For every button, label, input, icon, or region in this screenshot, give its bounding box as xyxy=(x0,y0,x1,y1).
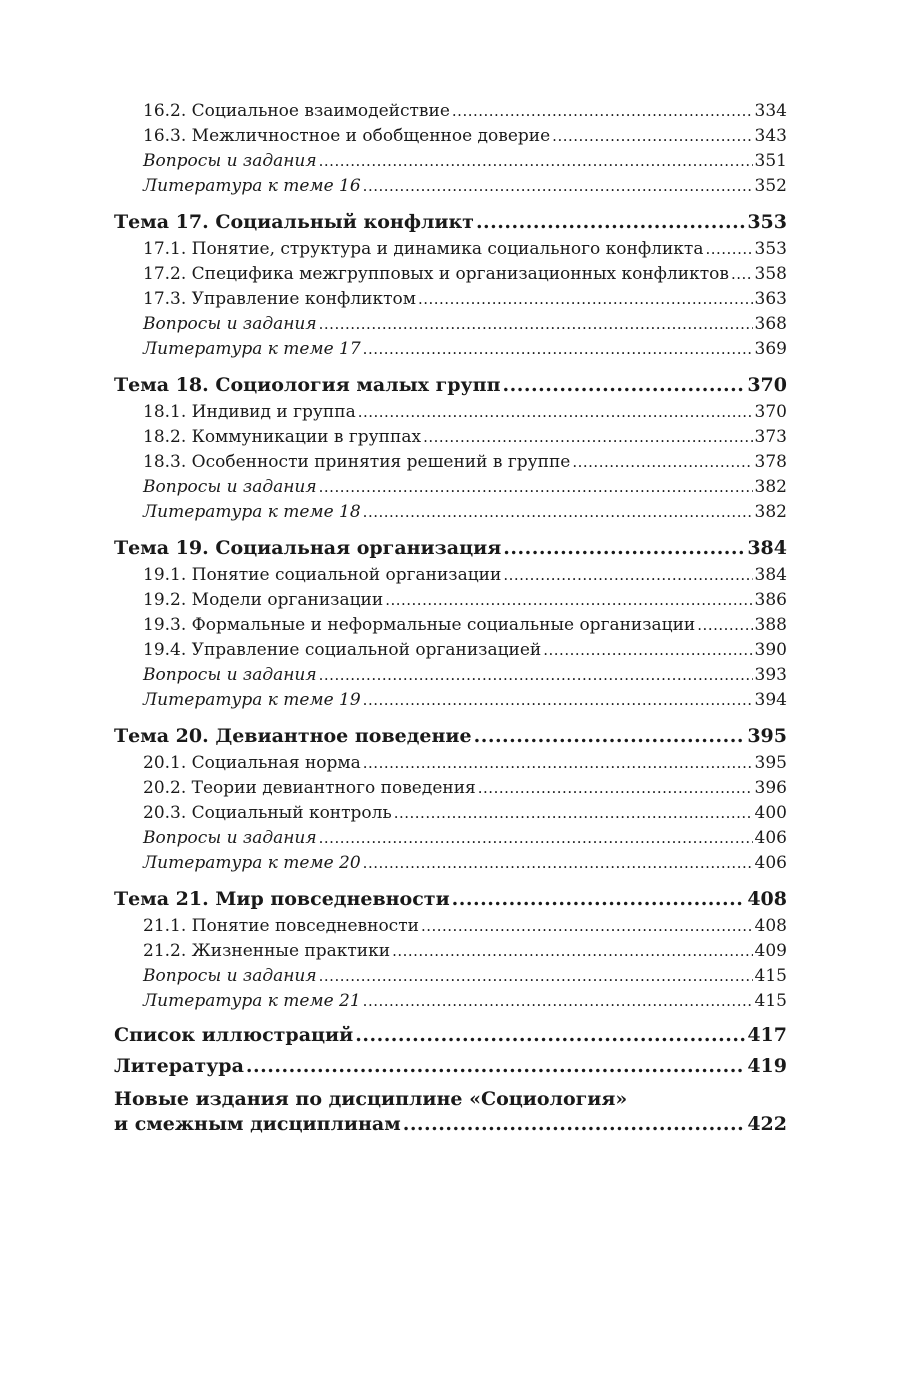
toc-entry-title: Литература к теме 21 xyxy=(143,991,361,1011)
toc-entry-title: Литература к теме 19 xyxy=(143,690,361,710)
toc-page-number: 358 xyxy=(754,264,787,284)
toc-entry-title: 21.1. Понятие повседневности xyxy=(143,916,419,936)
toc-entry-literature-19[interactable] xyxy=(114,688,787,713)
toc-page-number: 353 xyxy=(754,239,787,259)
toc-literature[interactable] xyxy=(114,1054,787,1078)
dot-leader xyxy=(319,826,753,851)
toc-entry-16-3[interactable] xyxy=(114,124,787,149)
dot-leader xyxy=(394,801,753,826)
toc-entry-title: Литература к теме 18 xyxy=(143,502,361,522)
toc-entry-title: Вопросы и задания xyxy=(143,966,317,986)
toc-entry-title: 17.1. Понятие, структура и динамика социального конфликта xyxy=(143,239,704,259)
toc-entry-19-4[interactable] xyxy=(114,638,787,663)
dot-leader xyxy=(355,1023,745,1047)
dot-leader xyxy=(418,287,753,312)
dot-leader xyxy=(319,964,753,989)
dot-leader xyxy=(392,939,752,964)
toc-entry-literature-17[interactable] xyxy=(114,337,787,362)
dot-leader xyxy=(363,688,753,713)
dot-leader xyxy=(363,337,753,362)
toc-entry-title: 19.3. Формальные и неформальные социальные организации xyxy=(143,615,696,635)
toc-page-number: 370 xyxy=(747,374,787,396)
toc-entry-17-3[interactable] xyxy=(114,287,787,312)
toc-topic-18[interactable] xyxy=(114,373,787,397)
dot-leader xyxy=(403,1112,746,1137)
dot-leader xyxy=(705,237,752,262)
dot-leader xyxy=(543,638,752,663)
toc-page-number: 395 xyxy=(754,753,787,773)
toc-topic-title: Тема 19. Социальная организация xyxy=(114,537,502,559)
toc-entry-title: 19.2. Модели организации xyxy=(143,590,384,610)
toc-entry-questions-20[interactable] xyxy=(114,826,787,851)
dot-leader xyxy=(474,724,746,748)
toc-illustrations[interactable] xyxy=(114,1023,787,1047)
toc-entry-questions-18[interactable] xyxy=(114,475,787,500)
toc-entry-title: 20.3. Социальный контроль xyxy=(143,803,392,823)
toc-page-number: 369 xyxy=(754,339,787,359)
toc-topic-20[interactable] xyxy=(114,724,787,748)
toc-topic-title: Тема 20. Девиантное поведение xyxy=(114,725,472,747)
toc-entry-title: 20.1. Социальная норма xyxy=(143,753,361,773)
toc-entry-20-2[interactable] xyxy=(114,776,787,801)
dot-leader xyxy=(421,914,753,939)
toc-entry-title: 16.2. Социальное взаимодействие xyxy=(143,101,450,121)
toc-topic-title: Тема 17. Социальный конфликт xyxy=(114,211,474,233)
dot-leader xyxy=(423,425,752,450)
toc-entry-title: 21.2. Жизненные практики xyxy=(143,941,391,961)
toc-entry-20-3[interactable] xyxy=(114,801,787,826)
dot-leader xyxy=(478,776,753,801)
toc-page-number: 334 xyxy=(754,101,787,121)
toc-page-number: 382 xyxy=(754,502,787,522)
toc-entry-title: 17.2. Специфика межгрупповых и организационных конфликтов xyxy=(143,264,729,284)
toc-entry-20-1[interactable] xyxy=(114,751,787,776)
dot-leader xyxy=(319,149,753,174)
toc-page-number: 408 xyxy=(747,888,787,910)
toc-entry-title: 16.3. Межличностное и обобщенное доверие xyxy=(143,126,551,146)
toc-page-number: 384 xyxy=(754,565,787,585)
table-of-contents xyxy=(114,99,787,1137)
toc-entry-title: Литература к теме 20 xyxy=(143,853,361,873)
dot-leader xyxy=(476,210,745,234)
toc-page-number: 415 xyxy=(754,966,787,986)
toc-page-number: 384 xyxy=(747,537,787,559)
toc-page-number: 394 xyxy=(754,690,787,710)
toc-page-number: 393 xyxy=(754,665,787,685)
toc-entry-19-2[interactable] xyxy=(114,588,787,613)
toc-entry-21-2[interactable] xyxy=(114,939,787,964)
dot-leader xyxy=(503,373,746,397)
dot-leader xyxy=(363,500,753,525)
toc-topic-title-line2-row xyxy=(114,1112,787,1137)
toc-entry-title: Литература к теме 17 xyxy=(143,339,361,359)
toc-page-number: 409 xyxy=(754,941,787,961)
toc-topic-title-line1: Новые издания по дисциплине «Социология» xyxy=(114,1088,628,1110)
toc-page-number: 382 xyxy=(754,477,787,497)
toc-entry-21-1[interactable] xyxy=(114,914,787,939)
dot-leader xyxy=(246,1054,745,1078)
dot-leader xyxy=(319,663,753,688)
toc-page-number: 406 xyxy=(754,828,787,848)
toc-page-number: 386 xyxy=(754,590,787,610)
toc-topic-title: Тема 18. Социология малых групп xyxy=(114,374,501,396)
toc-page-number: 408 xyxy=(754,916,787,936)
toc-page-number: 351 xyxy=(754,151,787,171)
dot-leader xyxy=(363,174,753,199)
toc-page-number: 400 xyxy=(754,803,787,823)
toc-topic-title: Литература xyxy=(114,1055,244,1077)
toc-topic-title: Тема 21. Мир повседневности xyxy=(114,888,450,910)
toc-entry-18-2[interactable] xyxy=(114,425,787,450)
dot-leader xyxy=(363,989,753,1014)
dot-leader xyxy=(363,851,753,876)
toc-entry-17-1[interactable] xyxy=(114,237,787,262)
toc-entry-title: Вопросы и задания xyxy=(143,665,317,685)
toc-entry-title: 19.4. Управление социальной организацией xyxy=(143,640,542,660)
toc-page-number: 415 xyxy=(754,991,787,1011)
toc-entry-title: 18.2. Коммуникации в группах xyxy=(143,427,422,447)
toc-page-number: 363 xyxy=(754,289,787,309)
toc-entry-title: 19.1. Понятие социальной организации xyxy=(143,565,502,585)
toc-entry-18-1[interactable] xyxy=(114,400,787,425)
toc-entry-title: 18.3. Особенности принятия решений в группе xyxy=(143,452,571,472)
toc-entry-questions-16[interactable] xyxy=(114,149,787,174)
toc-page-number: 388 xyxy=(754,615,787,635)
toc-topic-title-line2: и смежным дисциплинам xyxy=(114,1113,401,1135)
toc-entry-16-2[interactable] xyxy=(114,99,787,124)
toc-entry-title: 18.1. Индивид и группа xyxy=(143,402,356,422)
dot-leader xyxy=(552,124,752,149)
toc-entry-literature-16[interactable] xyxy=(114,174,787,199)
toc-page-number: 343 xyxy=(754,126,787,146)
toc-page-number: 373 xyxy=(754,427,787,447)
toc-entry-17-2[interactable] xyxy=(114,262,787,287)
toc-page-number: 370 xyxy=(754,402,787,422)
toc-page-number: 368 xyxy=(754,314,787,334)
dot-leader xyxy=(503,536,745,560)
dot-leader xyxy=(731,262,753,287)
toc-entry-title: Вопросы и задания xyxy=(143,314,317,334)
toc-entry-literature-20[interactable] xyxy=(114,851,787,876)
toc-page-number: 396 xyxy=(754,778,787,798)
dot-leader xyxy=(452,99,753,124)
toc-entry-literature-21[interactable] xyxy=(114,989,787,1014)
toc-entry-title: 17.3. Управление конфликтом xyxy=(143,289,416,309)
toc-entry-questions-21[interactable] xyxy=(114,964,787,989)
toc-entry-19-3[interactable] xyxy=(114,613,787,638)
dot-leader xyxy=(319,312,753,337)
toc-entry-title: Вопросы и задания xyxy=(143,477,317,497)
dot-leader xyxy=(452,887,746,911)
toc-new-editions[interactable] xyxy=(114,1087,787,1137)
toc-topic-21[interactable] xyxy=(114,887,787,911)
toc-page-number: 417 xyxy=(747,1024,787,1046)
toc-topic-19[interactable] xyxy=(114,536,787,560)
dot-leader xyxy=(358,400,753,425)
toc-page-number: 422 xyxy=(747,1113,787,1135)
toc-entry-literature-18[interactable] xyxy=(114,500,787,525)
dot-leader xyxy=(572,450,752,475)
toc-topic-title: Список иллюстраций xyxy=(114,1024,354,1046)
toc-entry-18-3[interactable] xyxy=(114,450,787,475)
toc-page-number: 395 xyxy=(747,725,787,747)
toc-page-number: 406 xyxy=(754,853,787,873)
toc-entry-title: 20.2. Теории девиантного поведения xyxy=(143,778,476,798)
toc-topic-17[interactable] xyxy=(114,210,787,234)
toc-entry-title: Литература к теме 16 xyxy=(143,176,361,196)
toc-entry-questions-19[interactable] xyxy=(114,663,787,688)
dot-leader xyxy=(319,475,753,500)
dot-leader xyxy=(363,751,753,776)
toc-entry-questions-17[interactable] xyxy=(114,312,787,337)
toc-entry-19-1[interactable] xyxy=(114,563,787,588)
dot-leader xyxy=(503,563,752,588)
toc-page-number: 419 xyxy=(747,1055,787,1077)
toc-page-number: 390 xyxy=(754,640,787,660)
toc-page-number: 352 xyxy=(754,176,787,196)
toc-page-number: 378 xyxy=(754,452,787,472)
dot-leader xyxy=(385,588,752,613)
dot-leader xyxy=(697,613,752,638)
toc-entry-title: Вопросы и задания xyxy=(143,151,317,171)
toc-page-number: 353 xyxy=(747,211,787,233)
toc-entry-title: Вопросы и задания xyxy=(143,828,317,848)
